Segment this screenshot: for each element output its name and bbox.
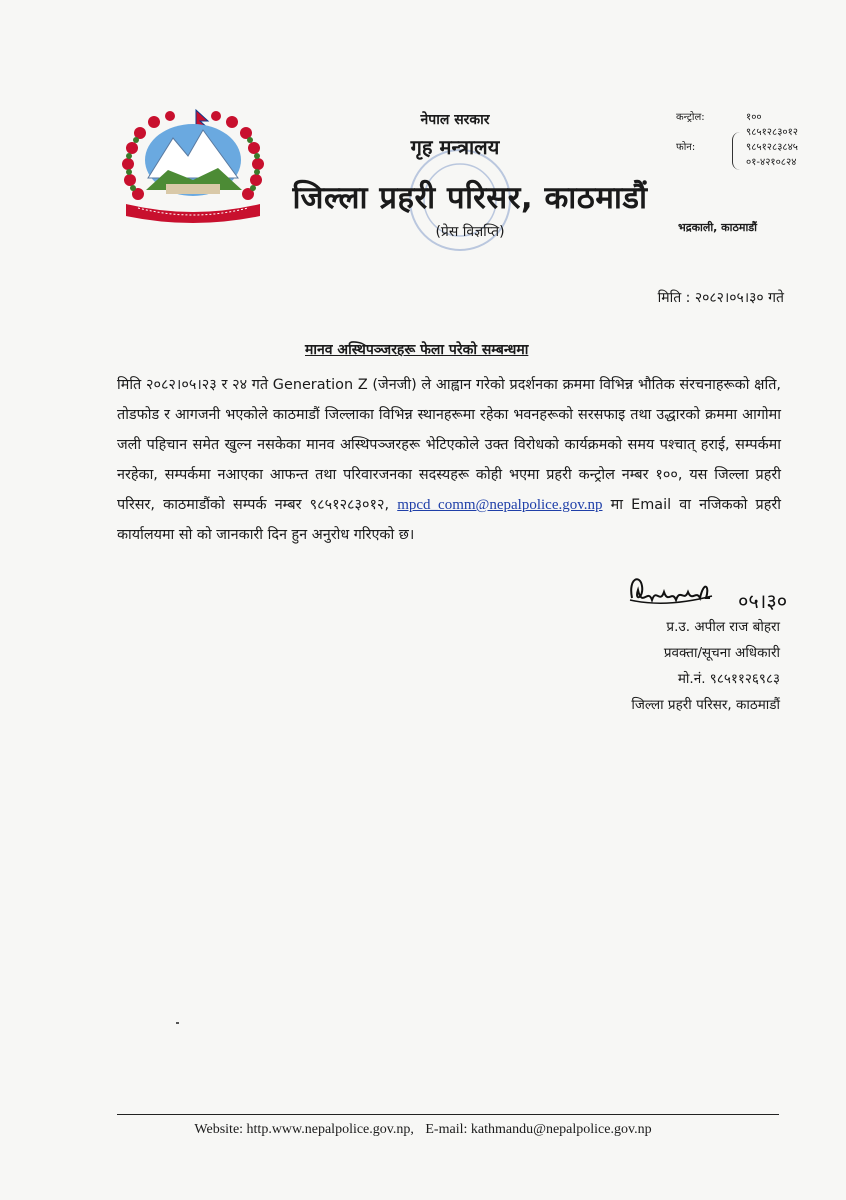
- phone-number: ०१-४२१०८२४: [746, 157, 797, 168]
- ministry-name: गृह मन्त्रालय: [410, 135, 500, 159]
- signatory-title: प्रवक्ता/सूचना अधिकारी: [663, 645, 780, 661]
- office-name: जिल्ला प्रहरी परिसर, काठमाडौं: [292, 180, 648, 216]
- footer: [0, 1122, 846, 1138]
- contact-info: [676, 110, 826, 170]
- office-location: भद्रकाली, काठमाडौं: [678, 221, 758, 234]
- email-link[interactable]: mpcd_comm@nepalpolice.gov.np: [397, 497, 603, 513]
- phone-number: ९८५१२८३०१२: [746, 127, 798, 138]
- letterhead: [250, 110, 690, 241]
- phone-number: ९८५१२८३८४५: [746, 142, 798, 153]
- document-type: (प्रेस विज्ञप्ति): [435, 224, 505, 240]
- body-text-part: मिति २०८२।०५।२३ र २४ गते Generation Z (जेनजी) ले आह्वान गरेको प्रदर्शनका क्रममा विभिन्न भौतिक संरचनाहरूको क्षति, तोडफोड र आगजनी भएकोले काठमाडौं जिल्लाका विभिन्न स्थानहरूमा रहेका भवनहरूको सरसफाइ तथा उद्धारको क्रममा आगोमा जली पहिचान समेत खुल्न नसकेका मानव अस्थिपञ्जरहरू भेटिएकोले उक्त विरोधको कार्यक्रमको समय पश्चात् हराई, सम्पर्कमा नरहेका, सम्पर्कमा नआएका आफन्त तथा परिवारजनका सदस्यहरू कोही भएमा प्रहरी कन्ट्रोल नम्बर १००, यस जिल्ला प्रहरी परिसर, काठमाडौंको सम्पर्क नम्बर ९८५१२८३०१२,: [117, 377, 781, 513]
- control-number: १००: [746, 112, 762, 123]
- body-text-part: मा Email वा नजिकको प्रहरी कार्यालयमा सो को जानकारी दिन हुन अनुरोध गरिएको छ।: [117, 497, 782, 543]
- document-date: मिति : २०८२।०५।३० गते: [657, 290, 784, 306]
- footer-website[interactable]: Website: http.www.nepalpolice.gov.np,: [194, 1122, 414, 1137]
- signatory-mobile: मो.नं. ९८५११२६९८३: [677, 671, 780, 687]
- signatory-office: जिल्ला प्रहरी परिसर, काठमाडौं: [631, 697, 780, 713]
- body-paragraph: [117, 370, 781, 550]
- brace-divider: [732, 132, 743, 170]
- handwritten-date: ०५।३०: [738, 589, 788, 613]
- signatory-block: [631, 614, 780, 718]
- footer-email[interactable]: E-mail: kathmandu@nepalpolice.gov.np: [425, 1122, 652, 1137]
- subject-heading: मानव अस्थिपञ्जरहरू फेला परेको सम्बन्धमा: [305, 342, 529, 358]
- scan-speck: [176, 1022, 179, 1024]
- control-label: कन्ट्रोल:: [676, 112, 705, 123]
- signatory-name: प्र.उ. अपील राज बोहरा: [666, 619, 780, 635]
- phone-label: फोन:: [676, 142, 696, 153]
- government-name: नेपाल सरकार: [420, 112, 490, 128]
- footer-divider: [117, 1114, 779, 1115]
- handwritten-signature: [626, 568, 826, 618]
